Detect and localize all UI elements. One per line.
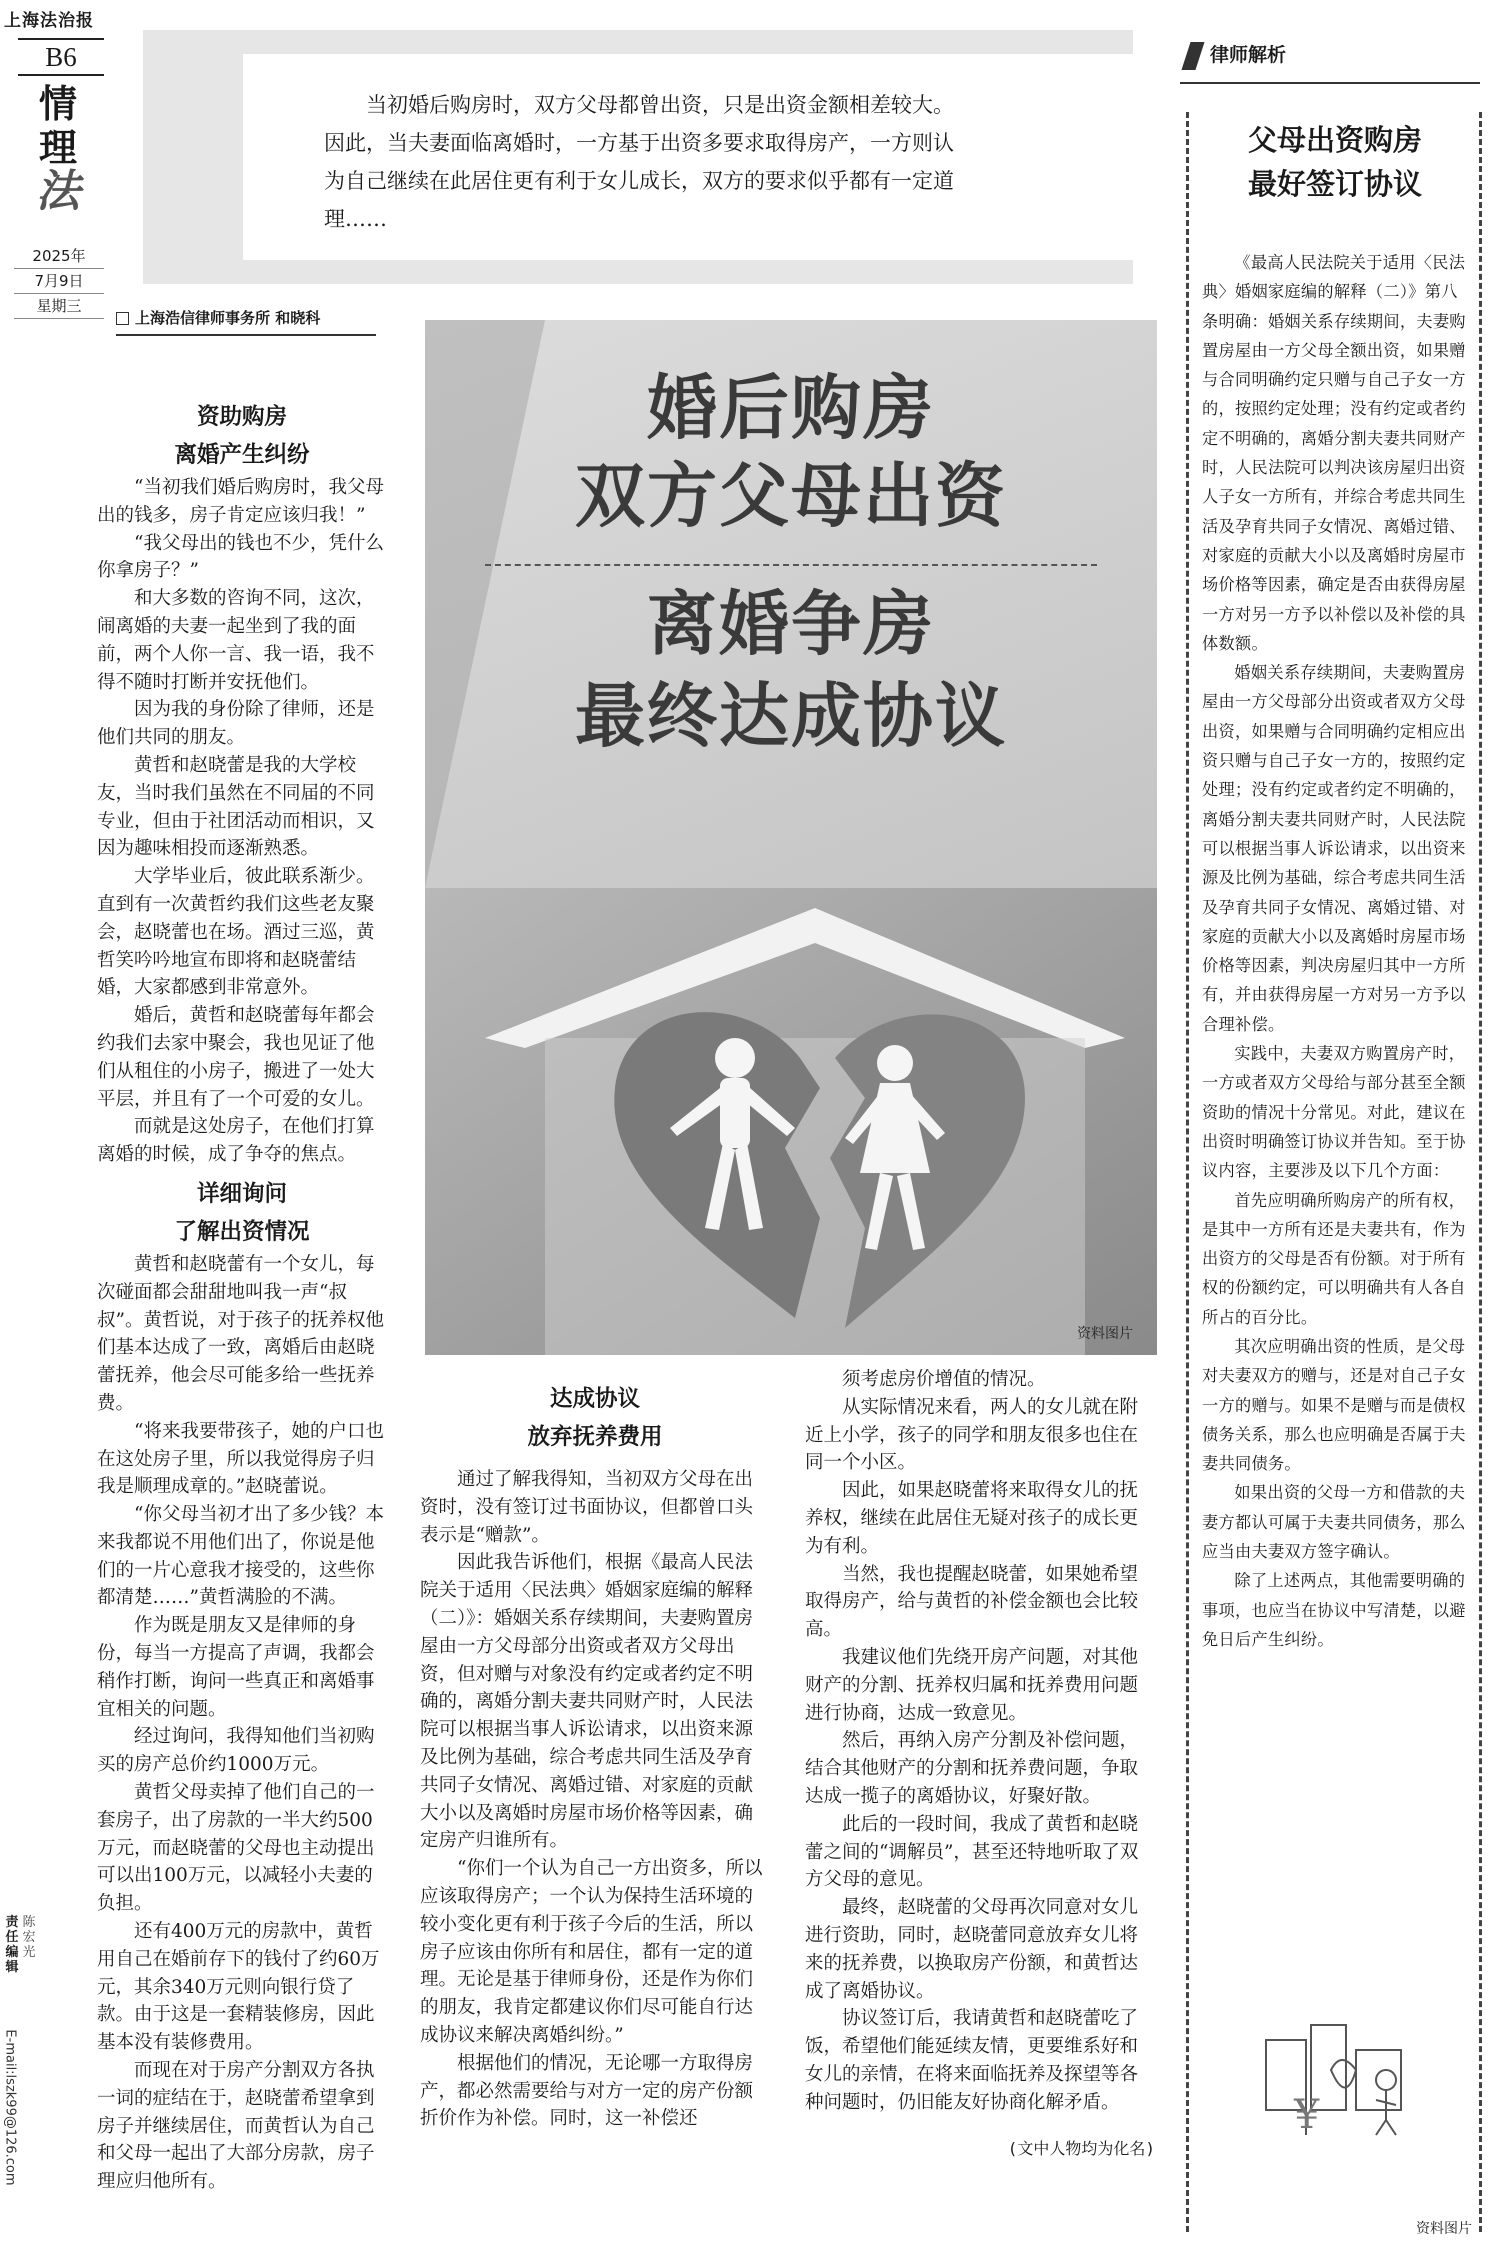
paragraph: “我父母出的钱也不少，凭什么你拿房子？” <box>97 532 384 582</box>
sidebar-body <box>1202 248 1470 1654</box>
paragraph: 因此我告诉他们，根据《最高人民法院关于适用〈民法典〉婚姻家庭编的解释（二）》：婚姻关系存续期间，夫妻购置房屋由一方父母部分出资或者双方父母出资，但对赠与对象没有约定或者约定不明确的，离婚分割夫妻共同财产时，人民法院可以根据当事人诉讼请求，以出资来源及比例为基础，综合考虑共同生活及孕育共同子女情况、离婚过错、对家庭的贡献大小以及离婚时房屋市场价格等因素，确定房产归谁所有。 <box>420 1552 754 1852</box>
square-icon <box>116 312 129 325</box>
article-column-4 <box>805 1366 1155 2162</box>
paragraph: 首先应明确所购房产的所有权，是其中一方所有还是夫妻共有，作为出资方的父母是否有份额。对于所有权的份额约定，可以明确共有人各自所占的百分比。 <box>1202 1190 1466 1327</box>
divider <box>1180 82 1480 84</box>
section-char: 理 <box>38 125 77 170</box>
issue-date <box>14 244 104 319</box>
section-name <box>28 81 88 217</box>
paragraph: 此后的一段时间，我成了黄哲和赵晓蕾之间的“调解员”，甚至还特地听取了双方父母的意见。 <box>805 1813 1139 1891</box>
article-column-3 <box>420 1380 770 2133</box>
sidebar-tag <box>1180 40 1480 76</box>
photo-caption: 资料图片 <box>1077 1326 1133 1342</box>
paragraph: “当初我们婚后购房时，我父母出的钱多，房子肯定应该归我！” <box>97 477 384 526</box>
paragraph: 婚姻关系存续期间，夫妻购置房屋由一方父母部分出资或者双方父母出资，如果赠与合同明确约定相应出资只赠与自己子女一方的，按照约定处理；没有约定或者约定不明确的，离婚分割夫妻共同财产时，人民法院可以根据当事人诉讼请求，以出资来源及比例为基础，综合考虑共同生活及孕育共同子女情况、离婚过错、对家庭的贡献大小以及离婚时房屋市场价格等因素，判决房屋归其中一方所有，并由获得房屋一方对另一方予以合理补偿。 <box>1202 663 1466 1034</box>
paragraph: “你父母当初才出了多少钱？本来我都说不用他们出了，你说是他们的一片心意我才接受的，这些你都清楚……”黄哲满脸的不满。 <box>97 1504 384 1609</box>
date-day: 7月9日 <box>14 269 104 294</box>
headline-line-3: 离婚争房 <box>647 583 935 665</box>
paragraph: 而现在对于房产分割双方各执一词的症结在于，赵晓蕾希望拿到房子并继续居住，而黄哲认为自己和父母一起出了大部分房款，房子理应归他所有。 <box>97 2060 375 2193</box>
paragraph: 和大多数的咨询不同，这次，闹离婚的夫妻一起坐到了我的面前，两个人你一言、我一语，我不得不随时打断并安抚他们。 <box>97 588 375 693</box>
section-heading: 达成协议 放弃抚养费用 <box>527 1386 663 1450</box>
slash-icon <box>1181 42 1204 70</box>
paragraph: 我建议他们先绕开房产问题，对其他财产的分割、抚养权归属和抚养费用问题进行协商，达成一致意见。 <box>805 1646 1139 1724</box>
headline-photo-block <box>425 320 1157 1355</box>
date-year: 2025年 <box>14 244 104 269</box>
paragraph: 如果出资的父母一方和借款的夫妻方都认可属于夫妻共同债务，那么应当由夫妻双方签字确认。 <box>1202 1483 1466 1562</box>
paragraph: 因为我的身份除了律师，还是他们共同的朋友。 <box>97 699 375 749</box>
paragraph: 其次应明确出资的性质，是父母对夫妻双方的赠与，还是对自己子女一方的赠与。如果不是赠与而是债权债务关系，那么也应明确是否属于夫妻共同债务。 <box>1202 1336 1466 1474</box>
editor-label: 责任编辑 <box>5 1915 19 1975</box>
editor-name: 陈宏光 <box>22 1915 36 1960</box>
paragraph: 《最高人民法院关于适用〈民法典〉婚姻家庭编的解释（二）》第八条明确：婚姻关系存续期间，夫妻购置房屋由一方父母全额出资，如果赠与合同明确约定只赠与自己子女一方的，按照约定处理；没有约定或者约定不明确的，离婚分割夫妻共同财产时，人民法院可以判决该房屋归出资人子女一方所有，并综合考虑共同生活及孕育共同子女情况、离婚过错、对家庭的贡献大小以及离婚时房屋市场价格等因素，确定是否由获得房屋一方对另一方予以补偿以及补偿的具体数额。 <box>1202 253 1466 653</box>
sidebar-title: 父母出资购房 最好签订协议 <box>1247 123 1422 201</box>
paragraph: 实践中，夫妻双方购置房产时，一方或者双方父母给与部分甚至全额资助的情况十分常见。对此，建议在出资时明确签订协议并告知。至于协议内容，主要涉及以下几个方面： <box>1202 1044 1466 1181</box>
paragraph: 最终，赵晓蕾的父母再次同意对女儿进行资助，同时，赵晓蕾同意放弃女儿将来的抚养费，以换取房产份额，和黄哲达成了离婚协议。 <box>805 1897 1139 2002</box>
editor-email: E-mail:lszk99@126.com <box>2 2029 18 2186</box>
paragraph: “将来我要带孩子，她的户口也在这处房子里，所以我觉得房子归我是顺理成章的。”赵晓蕾说。 <box>97 1420 384 1498</box>
paragraph: 而就是这处房子，在他们打算离婚的时候，成了争夺的焦点。 <box>97 1116 375 1166</box>
paragraph: 黄哲和赵晓蕾是我的大学校友，当时我们虽然在不同届的不同专业，但由于社团活动而相识，又因为趣味相投而逐渐熟悉。 <box>97 754 375 860</box>
paragraph: 婚后，黄哲和赵晓蕾每年都会约我们去家中聚会，我也见证了他们从租住的小房子，搬进了一处大平层，并且有了一个可爱的女儿。 <box>97 1005 375 1110</box>
article-column-1 <box>97 398 387 2196</box>
paper-name: 上海法治报 <box>4 11 94 31</box>
paragraph: 经过询问，我得知他们当初购买的房产总价约1000万元。 <box>97 1726 375 1776</box>
paragraph: 然后，再纳入房产分割及补偿问题，结合其他财产的分割和抚养费问题，争取达成一揽子的离婚协议，好聚好散。 <box>805 1730 1139 1807</box>
sidebar-image-caption: 资料图片 <box>1416 2221 1472 2237</box>
paragraph: 除了上述两点，其他需要明确的事项，也应当在协议中写清楚，以避免日后产生纠纷。 <box>1202 1571 1466 1649</box>
paragraph: 黄哲父母卖掉了他们自己的一套房子，出了房款的一半大约500万元，而赵晓蕾的父母也主动提出可以出100万元，以减轻小夫妻的负担。 <box>97 1782 375 1915</box>
paragraph: “你们一个认为自己一方出资多，所以应该取得房产；一个认为保持生活环境的较小变化更有利于孩子今后的生活，所以房子应该由你所有和居住，都有一定的道理。无论是基于律师身份，还是作为你们的朋友，我肯定都建议你们尽可能自行达成协议来解决离婚纠纷。” <box>420 1858 763 2046</box>
section-char: 法 <box>36 166 80 217</box>
author-byline <box>116 307 376 336</box>
lawyer-analysis-sidebar <box>1180 30 1490 2240</box>
lead-text: 当初婚后购房时，双方父母都曾出资，只是出资金额相差较大。因此，当夫妻面临离婚时，一方基于出资多要求取得房产，一方则认为自己继续在此居住更有利于女儿成长，双方的要求似乎都有一定道理…… <box>324 93 954 231</box>
paragraph: 黄哲和赵晓蕾有一个女儿，每次碰面都会甜甜地叫我一声“叔叔”。黄哲说，对于孩子的抚养权他们基本达成了一致，离婚后由赵晓蕾抚养，他会尽可能多给一些抚养费。 <box>97 1253 384 1414</box>
paragraph: 还有400万元的房款中，黄哲用自己在婚前存下的钱付了约60万元，其余340万元则向银行贷了款。由于这是一套精装修房，因此基本没有装修费用。 <box>97 1921 380 2054</box>
paragraph: 须考虑房价增值的情况。 <box>842 1369 1046 1390</box>
section-char: 情 <box>38 81 77 126</box>
headline-line-2: 双方父母出资 <box>575 455 1007 537</box>
paragraph: 根据他们的情况，无论哪一方取得房产，都必然需要给与对方一定的房产份额折价作为补偿。同时，这一补偿还 <box>420 2052 754 2130</box>
section-heading: 详细询问 了解出资情况 <box>174 1180 310 1245</box>
headline-line-1: 婚后购房 <box>647 367 935 449</box>
author-name: 上海浩信律师事务所 和晓科 <box>135 309 321 327</box>
broken-heart-house-photo <box>425 888 1157 1355</box>
paragraph: 协议签订后，我请黄哲和赵晓蕾吃了饭，希望他们能延续友情，更要维系好和女儿的亲情，在将来面临抚养及探望等各种问题时，仍旧能友好协商化解矛盾。 <box>805 2008 1139 2113</box>
headline-line-4: 最终达成协议 <box>575 675 1007 757</box>
section-heading: 资助购房 离婚产生纠纷 <box>174 404 310 468</box>
paragraph: 从实际情况来看，两人的女儿就在附近上小学，孩子的同学和朋友很多也住在同一个小区。 <box>805 1396 1139 1474</box>
paragraph: 当然，我也提醒赵晓蕾，如果她希望取得房产，给与黄哲的补偿金额也会比较高。 <box>805 1563 1139 1641</box>
page-number: B6 <box>18 38 104 76</box>
paragraph: 通过了解我得知，当初双方父母在出资时，没有签订过书面协议，但都曾口头表示是“赠款”。 <box>420 1469 754 1546</box>
paragraph: 因此，如果赵晓蕾将来取得女儿的抚养权，继续在此居住无疑对孩子的成长更为有利。 <box>805 1480 1139 1557</box>
paragraph: 大学毕业后，彼此联系渐少。直到有一次黄哲约我们这些老友聚会，赵晓蕾也在场。酒过三巡，黄哲笑吟吟地宣布即将和赵晓蕾结婚，大家都感到非常意外。 <box>97 866 375 999</box>
headline-divider <box>485 564 1097 566</box>
svg-text:¥: ¥ <box>1294 2092 1320 2138</box>
cartoon-illustration <box>1236 2010 1436 2140</box>
paragraph: 作为既是朋友又是律师的身份，每当一方提高了声调，我都会稍作打断，询问一些真正和离婚事宜相关的问题。 <box>97 1615 375 1720</box>
weekday: 星期三 <box>14 294 104 319</box>
sidebar-tag-label: 律师解析 <box>1210 44 1287 66</box>
names-note: (文中人物均为化名) <box>1007 2138 1155 2158</box>
